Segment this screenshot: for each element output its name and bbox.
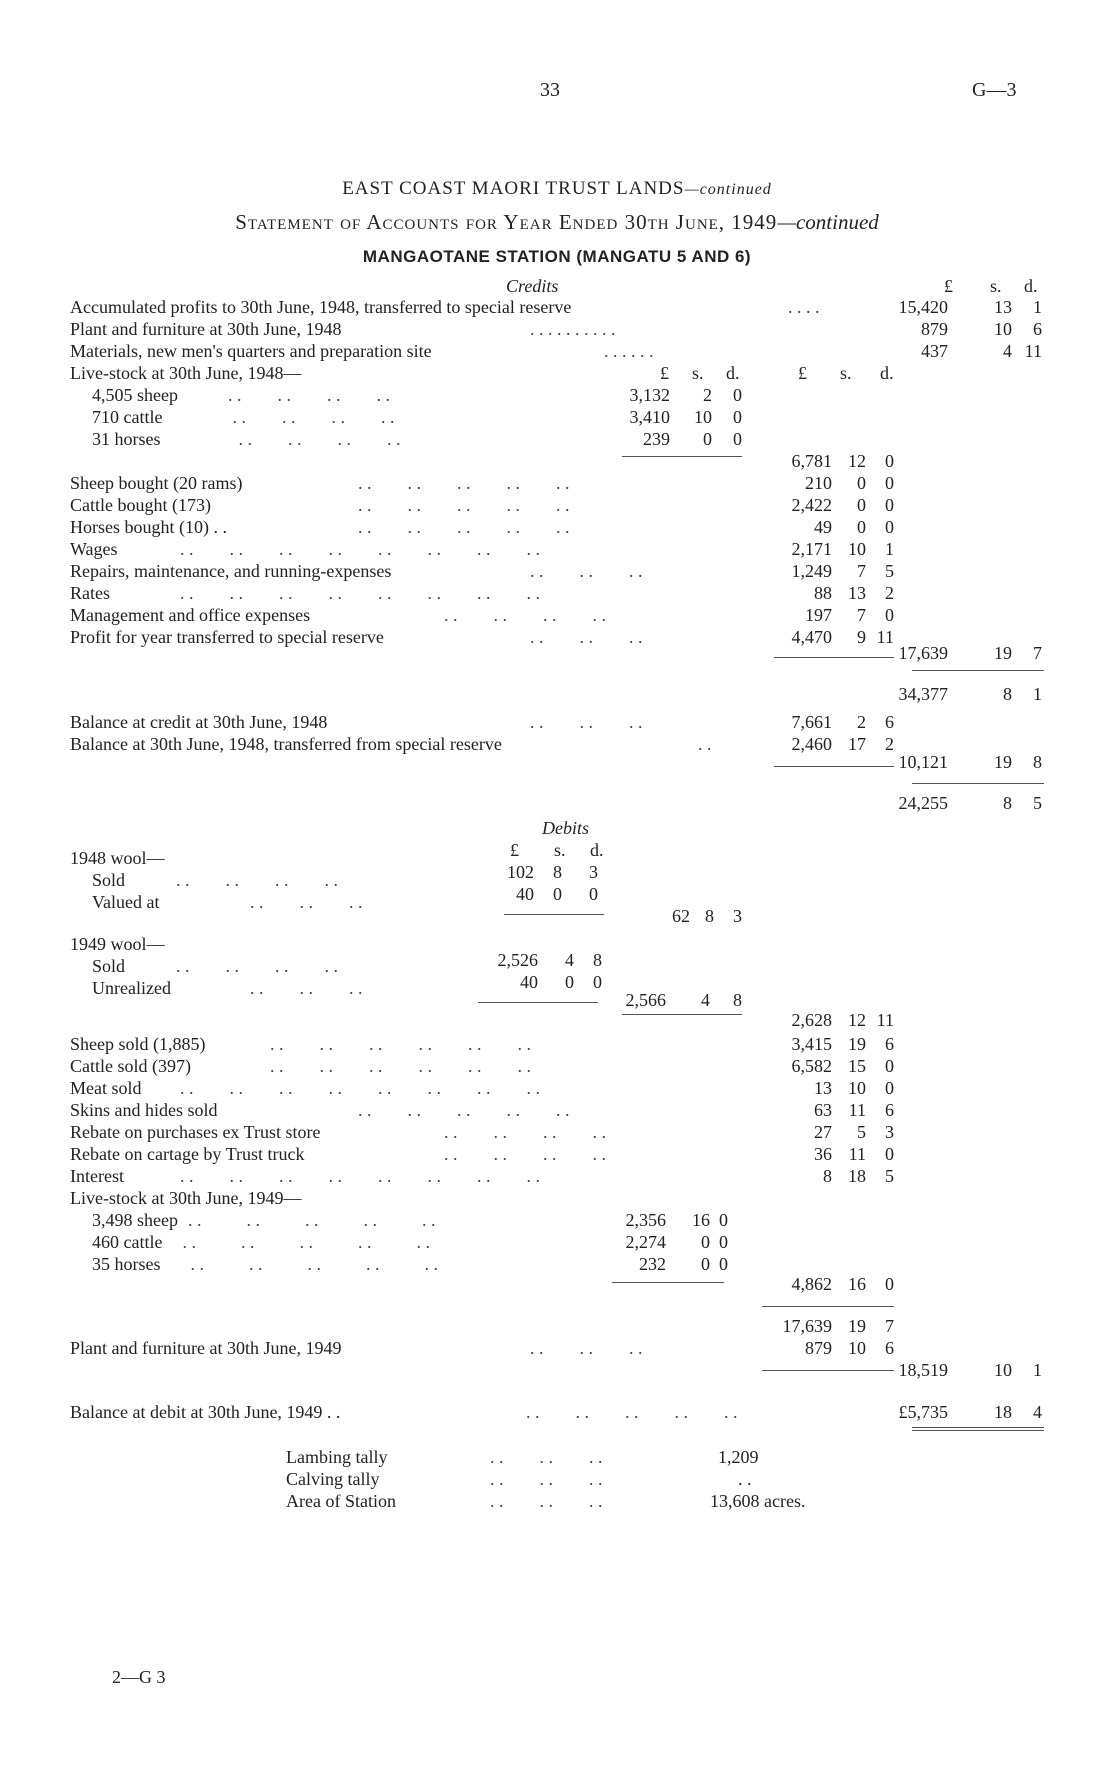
- c4-shillings: 13: [994, 297, 1012, 317]
- livestock-horses-1949: 35 horses . . . . . . . . . .: [92, 1254, 438, 1274]
- c3-shillings: 12: [848, 1010, 866, 1030]
- row-dots: . . . . . . . . . .: [530, 319, 616, 339]
- column-rule: [622, 1014, 742, 1015]
- c3-shillings: 16: [848, 1274, 866, 1294]
- expense-row: Horses bought (10) . .: [70, 517, 227, 537]
- c2-pence: 3: [733, 906, 742, 926]
- c3-shillings: 10: [848, 539, 866, 559]
- leader-dots: . . . . . .: [490, 1469, 603, 1489]
- c3-pounds: 6,582: [791, 1056, 832, 1076]
- c3-shillings: 13: [848, 583, 866, 603]
- title-line2-suffix: —continued: [777, 210, 879, 234]
- c4-shillings: 8: [1003, 684, 1012, 704]
- sales-row: Cattle sold (397): [70, 1056, 191, 1076]
- c1-pence: 0: [593, 972, 602, 992]
- c3-pence: 0: [885, 1078, 894, 1098]
- c4-pence: 11: [1024, 341, 1042, 361]
- title-line1-text: EAST COAST MAORI TRUST LANDS: [342, 178, 685, 199]
- c3-shillings: 19: [848, 1316, 866, 1336]
- livestock-cattle-1948: 710 cattle . . . . . . . .: [92, 407, 395, 427]
- leader-dots: . . . . . . . . . .: [358, 517, 570, 537]
- column-rule: [912, 783, 1044, 784]
- wool-1949-sold: Sold: [92, 956, 126, 976]
- item-label: 4,505 sheep: [92, 385, 178, 405]
- leader-dots: . . . . . . . . . . . . . . . .: [180, 1078, 540, 1098]
- c2-pounds: 2,356: [625, 1210, 666, 1230]
- col3-pence-symbol: d.: [880, 363, 894, 383]
- c4-shillings: 18: [994, 1402, 1012, 1422]
- c3-shillings: 0: [857, 473, 866, 493]
- c3-shillings: 10: [848, 1078, 866, 1098]
- column-rule: [912, 670, 1044, 671]
- c2-pounds: 3,410: [629, 407, 670, 427]
- c3-pounds: 13: [814, 1078, 832, 1098]
- c2-pence: 0: [719, 1254, 728, 1274]
- c3-pence: 5: [885, 1166, 894, 1186]
- c3-pounds: 63: [814, 1100, 832, 1120]
- c3-pounds: 88: [814, 583, 832, 603]
- c3-shillings: 10: [848, 1338, 866, 1358]
- c3-pence: 5: [885, 561, 894, 581]
- col4-shilling-symbol: s.: [990, 276, 1002, 296]
- item-label: 31 horses: [92, 429, 161, 449]
- col2-pence-symbol: d.: [726, 363, 740, 383]
- c4-pence: 8: [1033, 752, 1042, 772]
- c1-pence: 3: [589, 862, 598, 882]
- credit-row-materials: Materials, new men's quarters and preparation site: [70, 341, 432, 361]
- c2-pounds: 3,132: [629, 385, 670, 405]
- c3-shillings: 9: [857, 627, 866, 647]
- c3-shillings: 0: [857, 495, 866, 515]
- leader-dots: . . . . . . . .: [444, 1122, 606, 1142]
- c3-pounds: 49: [814, 517, 832, 537]
- c2-shillings: 8: [705, 906, 714, 926]
- c3-pounds: 7,661: [791, 712, 832, 732]
- c2-shillings: 4: [701, 990, 710, 1010]
- column-rule: [774, 657, 894, 658]
- leader-dots: . . . . . . . . . .: [526, 1402, 738, 1422]
- c3-pence: 6: [885, 712, 894, 732]
- c1-shillings: 0: [565, 972, 574, 992]
- column-rule: [612, 1282, 724, 1283]
- leader-dots: . .: [698, 734, 712, 754]
- column-rule: [762, 1370, 894, 1371]
- c3-shillings: 7: [857, 605, 866, 625]
- c2-pence: 0: [733, 385, 742, 405]
- c1-pounds: 2,526: [497, 950, 538, 970]
- c3-pence: 0: [885, 451, 894, 471]
- row-dots: . . . .: [788, 297, 820, 317]
- c3-pounds: 2,171: [791, 539, 832, 559]
- wool-1949-label: 1949 wool—: [70, 934, 165, 954]
- c3-pence: 7: [885, 1316, 894, 1336]
- expense-row: Management and office expenses: [70, 605, 311, 625]
- item-label: 710 cattle: [92, 407, 163, 427]
- leader-dots: . . . . . .: [530, 561, 643, 581]
- c3-pence: 1: [885, 539, 894, 559]
- expense-row: Rates: [70, 583, 110, 603]
- leader-dots: . . . . . . . .: [444, 1144, 606, 1164]
- c3-pence: 2: [885, 734, 894, 754]
- row-label: Accumulated profits to 30th June, 1948, transferred to special reserve: [70, 297, 572, 317]
- leader-dots: . . . . . . . . . . . . . . . .: [180, 539, 540, 559]
- c4-pounds: 18,519: [898, 1360, 948, 1380]
- station-title: MANGAOTANE STATION (MANGATU 5 AND 6): [362, 247, 752, 266]
- livestock-sheep-1949: 3,498 sheep . . . . . . . . . .: [92, 1210, 436, 1230]
- leader-dots: . . . . . . . . . . . . . . . .: [180, 583, 540, 603]
- c1-pounds: 40: [520, 972, 538, 992]
- c4-pence: 1: [1033, 297, 1042, 317]
- page-number: 33: [540, 79, 560, 101]
- tally-value: . .: [738, 1469, 752, 1489]
- expense-row: Repairs, maintenance, and running-expenses: [70, 561, 392, 581]
- col1-shilling-symbol: s.: [554, 840, 566, 860]
- c4-shillings: 19: [994, 752, 1012, 772]
- livestock-sheep-1948: 4,505 sheep . . . . . . . .: [92, 385, 390, 405]
- c4-pence: 5: [1033, 793, 1042, 813]
- sales-row: Meat sold: [70, 1078, 142, 1098]
- leader-dots: . . . . . . . . . .: [358, 1100, 570, 1120]
- col2-pound-symbol: £: [660, 363, 669, 383]
- c3-pounds: 17,639: [782, 1316, 832, 1336]
- c3-pence: 11: [876, 627, 894, 647]
- c3-shillings: 19: [848, 1034, 866, 1054]
- double-rule: [912, 1427, 1044, 1431]
- tally-label: Area of Station: [286, 1491, 396, 1511]
- c3-shillings: 7: [857, 561, 866, 581]
- balance-debit-1949: Balance at debit at 30th June, 1949 . .: [70, 1402, 341, 1422]
- page-code: G—3: [972, 79, 1017, 101]
- c3-pounds: 4,470: [791, 627, 832, 647]
- c4-pounds: 17,639: [898, 643, 948, 663]
- sales-row: Rebate on cartage by Trust truck: [70, 1144, 305, 1164]
- c1-shillings: 0: [553, 884, 562, 904]
- row-dots: . . . . . .: [604, 341, 654, 361]
- c4-pence: 6: [1033, 319, 1042, 339]
- c4-pounds: 437: [921, 341, 948, 361]
- c3-pence: 6: [885, 1338, 894, 1358]
- title-line2: [0, 210, 1114, 235]
- c3-shillings: 11: [848, 1144, 866, 1164]
- leader-dots: . . . . . .: [530, 627, 643, 647]
- c3-pounds: 210: [805, 473, 832, 493]
- c3-pounds: 36: [814, 1144, 832, 1164]
- sales-row: Interest: [70, 1166, 124, 1186]
- c2-pounds: 2,566: [625, 990, 666, 1010]
- c2-pence: 0: [733, 407, 742, 427]
- leader-dots: . . . . . . . . . . . .: [270, 1056, 531, 1076]
- c4-pounds: 10,121: [898, 752, 948, 772]
- c3-pence: 0: [885, 473, 894, 493]
- c2-pence: 8: [733, 990, 742, 1010]
- c1-shillings: 4: [565, 950, 574, 970]
- sales-row: Sheep sold (1,885): [70, 1034, 206, 1054]
- c1-pounds: 40: [516, 884, 534, 904]
- c1-pence: 0: [589, 884, 598, 904]
- c3-pounds: 2,422: [791, 495, 832, 515]
- tally-value: 13,608 acres.: [710, 1491, 806, 1511]
- column-rule: [478, 1002, 598, 1003]
- sales-row: Rebate on purchases ex Trust store: [70, 1122, 321, 1142]
- col4-pence-symbol: d.: [1024, 276, 1038, 296]
- leader-dots: . . . . . . . .: [176, 870, 338, 890]
- col2-shilling-symbol: s.: [692, 363, 704, 383]
- wool-1949-unrealized: Unrealized: [92, 978, 171, 998]
- plant-1949-label: Plant and furniture at 30th June, 1949: [70, 1338, 342, 1358]
- expense-row: Wages: [70, 539, 118, 559]
- credit-row-accumulated: [70, 297, 571, 317]
- expense-row: Profit for year transferred to special reserve: [70, 627, 384, 647]
- c4-pence: 1: [1033, 684, 1042, 704]
- c2-pence: 0: [733, 429, 742, 449]
- col3-pound-symbol: £: [798, 363, 807, 383]
- livestock-horses-1948: 31 horses . . . . . . . .: [92, 429, 401, 449]
- c3-pounds: 2,460: [791, 734, 832, 754]
- c3-pence: 0: [885, 1274, 894, 1294]
- c3-pounds: 197: [805, 605, 832, 625]
- col4-pound-symbol: £: [944, 276, 953, 296]
- c4-pence: 7: [1033, 643, 1042, 663]
- c2-pounds: 239: [643, 429, 670, 449]
- item-label: 3,498 sheep: [92, 1210, 178, 1230]
- leader-dots: . . . . . . . . . .: [358, 495, 570, 515]
- c4-pounds: 34,377: [898, 684, 948, 704]
- c1-pence: 8: [593, 950, 602, 970]
- expense-row: Sheep bought (20 rams): [70, 473, 243, 493]
- col3-shilling-symbol: s.: [840, 363, 852, 383]
- c3-shillings: 0: [857, 517, 866, 537]
- c4-pence: 4: [1033, 1402, 1042, 1422]
- wool-1948-valued: Valued at: [92, 892, 160, 912]
- c2-shillings: 0: [703, 429, 712, 449]
- column-rule: [622, 456, 742, 457]
- leader-dots: . . . . . .: [250, 892, 363, 912]
- credits-heading: Credits: [506, 276, 559, 296]
- c4-pounds: 879: [921, 319, 948, 339]
- wool-1948-label: 1948 wool—: [70, 848, 165, 868]
- c3-pounds: 2,628: [791, 1010, 832, 1030]
- leader-dots: . . . . . .: [490, 1491, 603, 1511]
- leader-dots: . . . . . .: [530, 712, 643, 732]
- leader-dots: . . . . . . . . . . . .: [270, 1034, 531, 1054]
- c3-pence: 6: [885, 1034, 894, 1054]
- column-rule: [762, 1306, 894, 1307]
- tally-value: 1,209: [718, 1447, 759, 1467]
- livestock-1949-label: Live-stock at 30th June, 1949—: [70, 1188, 302, 1208]
- c3-pence: 0: [885, 495, 894, 515]
- c2-shillings: 16: [692, 1210, 710, 1230]
- title-line1: [0, 178, 1114, 200]
- c2-shillings: 0: [701, 1232, 710, 1252]
- c3-pounds: 27: [814, 1122, 832, 1142]
- c4-pence: 1: [1033, 1360, 1042, 1380]
- c3-pence: 6: [885, 1100, 894, 1120]
- c3-shillings: 18: [848, 1166, 866, 1186]
- c4-pounds: 15,420: [898, 297, 948, 317]
- c2-pence: 0: [719, 1232, 728, 1252]
- column-rule: [504, 914, 604, 915]
- title-line1-suffix: —continued: [684, 181, 772, 198]
- title-line2-text: Statement of Accounts for Year Ended 30th June, 1949: [235, 210, 778, 234]
- c2-pounds: 232: [639, 1254, 666, 1274]
- c3-pounds: 8: [823, 1166, 832, 1186]
- tally-label: Calving tally: [286, 1469, 380, 1489]
- balance-transferred-1948: Balance at 30th June, 1948, transferred from special reserve: [70, 734, 502, 754]
- c3-pence: 0: [885, 1144, 894, 1164]
- c3-pence: 0: [885, 1056, 894, 1076]
- c3-pounds: 879: [805, 1338, 832, 1358]
- c3-pounds: 6,781: [791, 451, 832, 471]
- c4-shillings: 19: [994, 643, 1012, 663]
- c2-pounds: 62: [672, 906, 690, 926]
- c2-shillings: 2: [703, 385, 712, 405]
- balance-credit-1948: Balance at credit at 30th June, 1948: [70, 712, 328, 732]
- leader-dots: . . . . . .: [530, 1338, 643, 1358]
- c3-pence: 0: [885, 605, 894, 625]
- leader-dots: . . . . . . . . . . . . . . . .: [180, 1166, 540, 1186]
- sales-row: Skins and hides sold: [70, 1100, 218, 1120]
- debits-heading: Debits: [542, 818, 589, 838]
- c3-pence: 11: [876, 1010, 894, 1030]
- credit-row-plant: Plant and furniture at 30th June, 1948: [70, 319, 342, 339]
- c4-shillings: 4: [1003, 341, 1012, 361]
- c3-shillings: 17: [848, 734, 866, 754]
- c4-shillings: 10: [994, 1360, 1012, 1380]
- leader-dots: . . . . . . . .: [176, 956, 338, 976]
- c2-shillings: 0: [701, 1254, 710, 1274]
- wool-1948-sold: Sold: [92, 870, 126, 890]
- c3-pence: 0: [885, 517, 894, 537]
- col1-pence-symbol: d.: [590, 840, 604, 860]
- leader-dots: . . . . . .: [490, 1447, 603, 1467]
- c3-pence: 2: [885, 583, 894, 603]
- c4-pounds: 24,255: [898, 793, 948, 813]
- c4-pounds: £5,735: [898, 1402, 948, 1422]
- c3-pounds: 1,249: [791, 561, 832, 581]
- leader-dots: . . . . . . . . . .: [358, 473, 570, 493]
- c3-shillings: 12: [848, 451, 866, 471]
- c2-pounds: 2,274: [625, 1232, 666, 1252]
- page-footer: 2—G 3: [112, 1667, 166, 1687]
- c3-shillings: 15: [848, 1056, 866, 1076]
- c3-shillings: 2: [857, 712, 866, 732]
- c3-shillings: 11: [848, 1100, 866, 1120]
- column-rule: [774, 766, 894, 767]
- c2-pence: 0: [719, 1210, 728, 1230]
- tally-label: Lambing tally: [286, 1447, 388, 1467]
- c1-shillings: 8: [553, 862, 562, 882]
- leader-dots: . . . . . .: [250, 978, 363, 998]
- c3-pounds: 3,415: [791, 1034, 832, 1054]
- item-label: 460 cattle: [92, 1232, 163, 1252]
- expense-row: Cattle bought (173): [70, 495, 211, 515]
- c3-pounds: 4,862: [791, 1274, 832, 1294]
- col1-pound-symbol: £: [510, 840, 519, 860]
- c4-shillings: 10: [994, 319, 1012, 339]
- c3-pence: 3: [885, 1122, 894, 1142]
- c3-shillings: 5: [857, 1122, 866, 1142]
- c2-shillings: 10: [694, 407, 712, 427]
- livestock-cattle-1949: 460 cattle . . . . . . . . . .: [92, 1232, 430, 1252]
- leader-dots: . . . . . . . .: [444, 605, 606, 625]
- c1-pounds: 102: [507, 862, 534, 882]
- item-label: 35 horses: [92, 1254, 161, 1274]
- livestock-1948-label: Live-stock at 30th June, 1948—: [70, 363, 302, 383]
- c4-shillings: 8: [1003, 793, 1012, 813]
